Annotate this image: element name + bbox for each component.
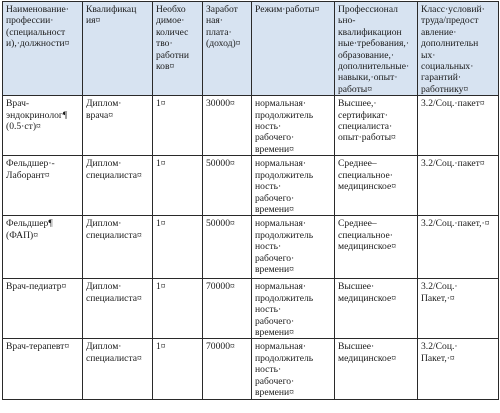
- table-cell: [418, 156, 499, 216]
- header-text-conditions: Класс·условий· труда/предост авление· дополнительн ых· социальных· гарантий· работнику¤: [421, 4, 485, 95]
- table-cell: [252, 339, 335, 400]
- cell-text: 3.2/Соц.· Пакет,·¤: [421, 341, 458, 364]
- cell-text: 3.2/Соц.·пакет¤: [421, 98, 485, 110]
- table-header-row: [3, 2, 499, 96]
- table-row: [3, 156, 499, 216]
- table-cell: [335, 216, 418, 279]
- table-cell: [335, 156, 418, 216]
- header-text-requirements: Профессионал ьно- квалификацион ные·требования,· образование,· дополнительные· навыки,·опыт· работы¤: [338, 4, 410, 95]
- table-cell: [335, 96, 418, 156]
- cell-text: нормальная· продолжитель ность· рабочего· времени¤: [255, 158, 314, 215]
- table-cell: [153, 279, 203, 339]
- header-cell-conditions: [418, 2, 499, 96]
- table-cell: [203, 96, 252, 156]
- header-cell-requirements: [335, 2, 418, 96]
- cell-text: 70000¤: [206, 341, 235, 353]
- table-cell: [153, 216, 203, 279]
- cell-text: 3.2/Соц.·пакет,·¤: [421, 218, 490, 230]
- cell-text: Врач-терапевт¤: [6, 341, 70, 353]
- header-text-qualification: Квалификац ия¤: [86, 4, 137, 27]
- cell-text: нормальная· продолжитель ность· рабочего· времени¤: [255, 281, 314, 338]
- cell-text: 1¤: [156, 98, 166, 110]
- table-cell: [3, 156, 83, 216]
- header-cell-count: [153, 2, 203, 96]
- table-cell: [203, 156, 252, 216]
- document-page: [2, 1, 498, 400]
- table-cell: [83, 279, 153, 339]
- table-cell: [83, 216, 153, 279]
- header-cell-salary: [203, 2, 252, 96]
- table-row: [3, 96, 499, 156]
- cell-text: 70000¤: [206, 281, 235, 293]
- cell-text: 1¤: [156, 158, 166, 170]
- table-cell: [83, 96, 153, 156]
- table-cell: [203, 216, 252, 279]
- cell-text: Диплом· врача¤: [86, 98, 122, 121]
- table-cell: [153, 339, 203, 400]
- header-cell-profession: [3, 2, 83, 96]
- table-row: [3, 339, 499, 400]
- cell-text: Диплом· специалиста¤: [86, 341, 142, 364]
- table-cell: [252, 216, 335, 279]
- table-cell: [252, 156, 335, 216]
- cell-text: нормальная· продолжитель ность· рабочего· времени¤: [255, 218, 314, 275]
- table-cell: [3, 339, 83, 400]
- cell-text: Среднее– специальное· медицинское¤: [338, 218, 397, 253]
- table-cell: [3, 96, 83, 156]
- table-row: [3, 279, 499, 339]
- table-cell: [153, 96, 203, 156]
- table-cell: [3, 279, 83, 339]
- table-cell: [252, 279, 335, 339]
- cell-text: 50000¤: [206, 158, 235, 170]
- header-cell-qualification: [83, 2, 153, 96]
- cell-text: Фельдшер¶ (ФАП)¤: [6, 218, 53, 241]
- cell-text: Фельдшер·- Лаборант¤: [6, 158, 55, 181]
- cell-text: Высшее· медицинское¤: [338, 281, 397, 304]
- header-text-salary: Заработ ная· плата· (доход)¤: [206, 4, 241, 50]
- header-text-count: Необхо димое· количес тво· работни ков¤: [156, 4, 190, 73]
- header-text-schedule: Режим·работы¤: [255, 4, 320, 15]
- table-cell: [418, 96, 499, 156]
- cell-text: 1¤: [156, 281, 166, 293]
- table-cell: [418, 279, 499, 339]
- table-cell: [83, 339, 153, 400]
- cell-text: Диплом· специалиста¤: [86, 218, 142, 241]
- cell-text: 30000¤: [206, 98, 235, 110]
- cell-text: Врач- эндокринолог¶ (0.5·ст)¤: [6, 98, 68, 133]
- header-cell-schedule: [252, 2, 335, 96]
- cell-text: Врач-педиатр¤: [6, 281, 67, 293]
- table-cell: [335, 339, 418, 400]
- table-cell: [252, 96, 335, 156]
- cell-text: Диплом· специалиста¤: [86, 158, 142, 181]
- header-text-profession: Наименование· профессии· (специальност и),·должности¤: [6, 4, 70, 50]
- cell-text: Высшее· медицинское¤: [338, 341, 397, 364]
- cell-text: 1¤: [156, 218, 166, 230]
- cell-text: 50000¤: [206, 218, 235, 230]
- cell-text: Высшее,· сертификат· специалиста· опыт·работы¤: [338, 98, 396, 144]
- table-cell: [203, 279, 252, 339]
- vacancy-table: [2, 1, 499, 400]
- cell-text: 3.2/Соц.· Пакет,·¤: [421, 281, 458, 304]
- table-cell: [153, 156, 203, 216]
- table-cell: [83, 156, 153, 216]
- cell-text: 3.2/Соц.·пакет¤: [421, 158, 485, 170]
- table-cell: [418, 216, 499, 279]
- cell-text: Диплом· специалиста¤: [86, 281, 142, 304]
- table-cell: [3, 216, 83, 279]
- cell-text: нормальная· продолжитель ность· рабочего· времени¤: [255, 341, 314, 398]
- cell-text: Среднее– специальное· медицинское¤: [338, 158, 397, 193]
- table-cell: [335, 279, 418, 339]
- table-row: [3, 216, 499, 279]
- cell-text: 1¤: [156, 341, 166, 353]
- table-cell: [418, 339, 499, 400]
- cell-text: нормальная· продолжитель ность· рабочего· времени¤: [255, 98, 314, 155]
- table-cell: [203, 339, 252, 400]
